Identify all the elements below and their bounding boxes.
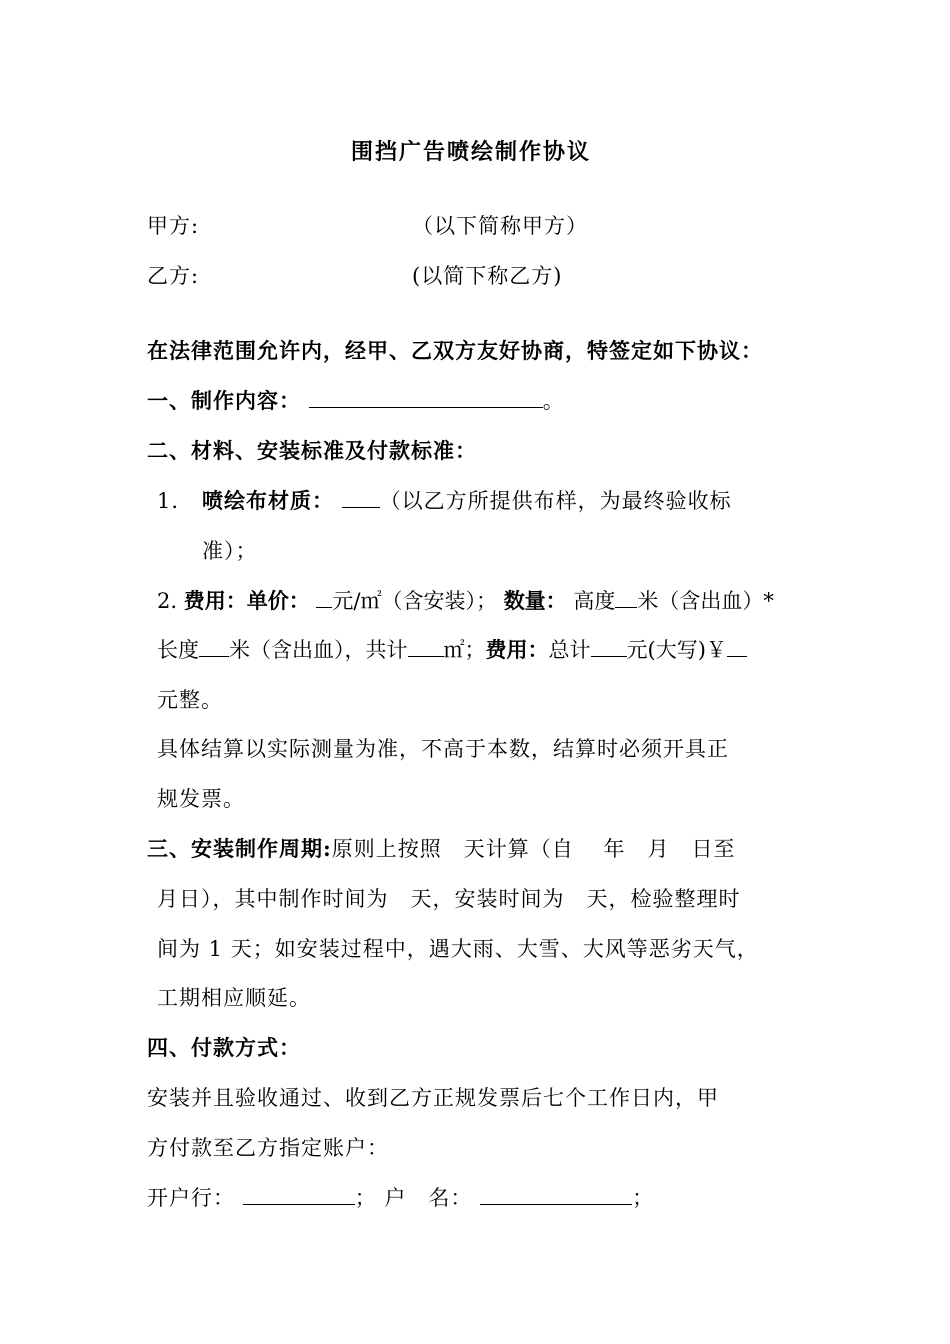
settlement-note-line-1: 具体结算以实际测量为准，不高于本数，结算时必须开具正 [157,737,729,761]
bank-label: 开户行： [147,1186,235,1210]
length-blank[interactable] [199,636,229,657]
settlement-note-line-2: 规发票。 [157,787,245,811]
height-unit: 米（含出血）* [637,589,774,613]
section-3-heading: 三、安装制作周期: [147,836,332,861]
content-blank[interactable] [309,387,543,408]
party-b-note: (以简下称乙方) [412,264,563,288]
party-a-label: 甲方: [147,214,200,238]
account-name-label: 户 名： [384,1186,473,1210]
material-blank[interactable] [342,487,380,508]
section-4-line-2: 方付款至乙方指定账户： [147,1136,389,1160]
section-3-text-1: 原则上按照 天计算（自 年 月 日至 [331,837,736,861]
total-blank[interactable] [591,636,627,657]
section-1 [147,387,565,415]
section-4-heading: 四、付款方式： [147,1035,301,1060]
material-text: （以乙方所提供布样，为最终验收标 [379,489,732,513]
item-2-end: 元整。 [157,688,223,712]
section-2-item-1 [202,487,732,515]
total-upper-blank[interactable] [727,636,747,657]
length-unit: 米（含出血），共计 [229,638,408,662]
total-text: 总计 [548,638,591,662]
section-2-item-1-num: 1. [157,489,180,513]
section-1-heading: 一、制作内容： [147,388,301,413]
section-4-line-1: 安装并且验收通过、收到乙方正规发票后七个工作日内，甲 [147,1086,719,1110]
section-3-line-4: 工期相应顺延。 [157,986,311,1010]
area-unit: ㎡； [443,638,486,662]
party-a-note: （以下简称甲方） [412,214,588,238]
quantity-label: 数量： [503,588,567,613]
height-text: 高度 [573,589,616,613]
section-3-line-3: 间为 1 天；如安装过程中，遇大雨、大雪、大风等恶劣天气， [157,937,759,961]
section-3-line-2: 月日），其中制作时间为 天，安装时间为 天，检验整理时 [157,887,741,911]
account-name-blank[interactable] [480,1184,632,1205]
section-2-heading: 二、材料、安装标准及付款标准： [147,438,477,463]
fee-label: 费用： [183,588,247,613]
bank-line-end: ； [632,1186,655,1210]
bank-blank[interactable] [243,1184,355,1205]
length-text: 长度 [157,638,199,662]
bank-info-line [147,1184,654,1212]
document-title: 围挡广告喷绘制作协议 [351,139,592,165]
item-2-num: 2. [157,589,178,613]
bank-sep: ； [354,1186,377,1210]
material-text-cont: 准）； [202,539,258,563]
section-2-item-2-line-2 [157,636,747,664]
unit-price-label: 单价： [246,588,310,613]
preamble: 在法律范围允许内，经甲、乙双方友好协商，特签定如下协议： [147,338,763,363]
material-label: 喷绘布材质： [202,488,334,513]
fee-label-2: 费用： [485,637,549,662]
section-3-line-1 [147,835,735,863]
area-blank[interactable] [408,636,444,657]
party-b-label: 乙方: [147,264,200,288]
unit-price-text: 元/㎡（含安装）； [332,589,497,613]
height-blank[interactable] [615,587,637,608]
unit-price-blank[interactable] [316,587,332,608]
section-1-end: 。 [542,389,565,413]
section-2-item-2-line-1 [157,587,774,615]
total-unit: 元(大写)￥ [626,638,727,662]
